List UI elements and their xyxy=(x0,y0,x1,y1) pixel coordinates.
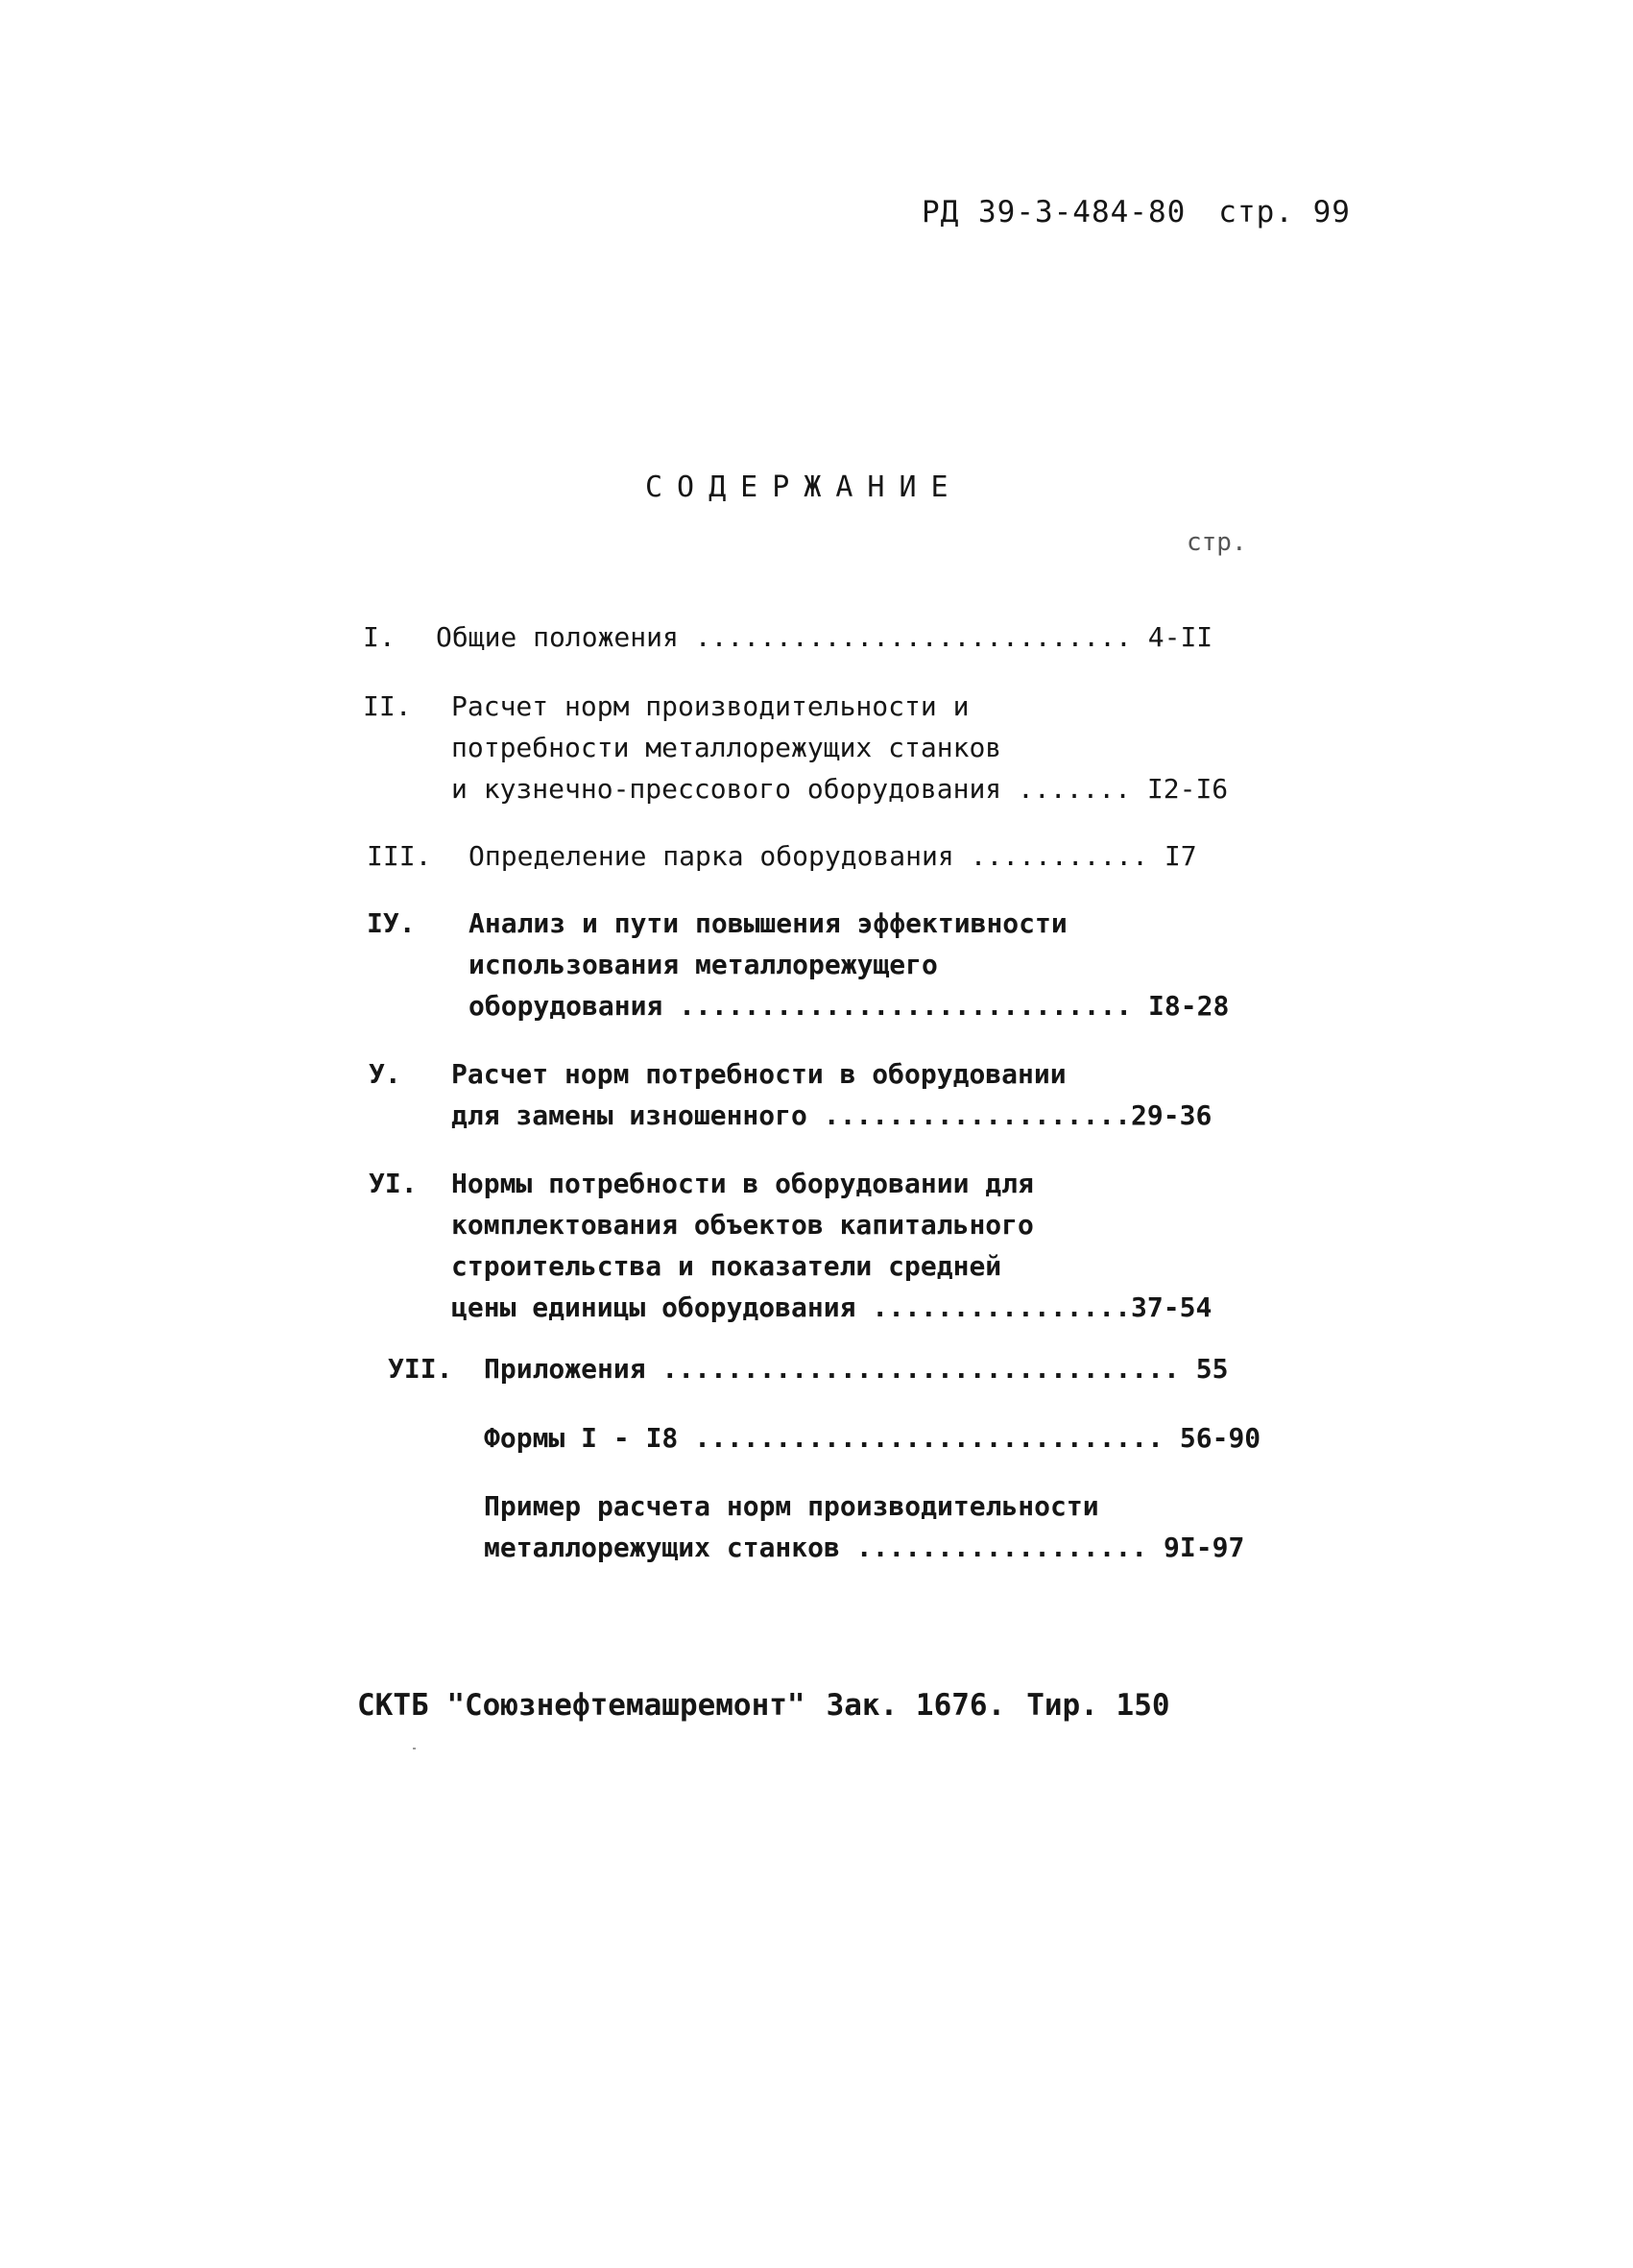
toc-line: комплектования объектов капитального xyxy=(451,1209,1034,1241)
toc-line: Расчет норм потребности в оборудовании xyxy=(451,1058,1067,1090)
toc-line: Определение парка оборудования ........... I7 xyxy=(468,840,1197,872)
doc-code: РД 39-3-484-80 xyxy=(922,195,1187,229)
order-number: Зак. 1676. xyxy=(826,1688,1006,1723)
toc-number: УI. xyxy=(369,1168,418,1199)
page-column-label: стр. xyxy=(1187,528,1247,557)
toc-line: для замены изношенного ...................29-36 xyxy=(451,1099,1213,1131)
toc-line: использования металлорежущего xyxy=(468,949,938,980)
toc-line: и кузнечно-прессового оборудования ....... I2-I6 xyxy=(451,773,1229,805)
toc-line: цены единицы оборудования ................37-54 xyxy=(451,1291,1213,1323)
toc-line: металлорежущих станков .................. 9I-97 xyxy=(484,1532,1245,1563)
toc-line: Пример расчета норм производительности xyxy=(484,1490,1099,1522)
toc-line: Нормы потребности в оборудовании для xyxy=(451,1168,1034,1199)
print-run: Тир. 150 xyxy=(1026,1688,1170,1723)
toc-line: Расчет норм производительности и xyxy=(451,690,970,722)
toc-text xyxy=(436,616,1213,658)
toc-text xyxy=(484,1485,1244,1568)
toc-number: УII. xyxy=(388,1353,453,1385)
toc-number: II. xyxy=(363,690,412,722)
publisher: СКТБ "Союзнефтемашремонт" xyxy=(357,1688,805,1723)
toc-line: потребности металлорежущих станков xyxy=(451,732,1002,763)
toc-number: У. xyxy=(369,1058,401,1090)
toc-line: оборудования ............................ I8-28 xyxy=(468,990,1230,1022)
toc-text xyxy=(468,903,1229,1026)
toc-line: Анализ и пути повышения эффективности xyxy=(468,907,1068,939)
toc-number: III. xyxy=(367,840,432,872)
toc-line: строительства и показатели средней xyxy=(451,1250,1002,1282)
toc-line: Приложения ................................ 55 xyxy=(484,1353,1229,1385)
page-title: СОДЕРЖАНИЕ xyxy=(645,470,963,504)
toc-text xyxy=(451,1053,1212,1136)
toc-line: Формы I - I8 ............................. 56-90 xyxy=(484,1422,1261,1454)
toc-line: Общие положения ........................... 4-II xyxy=(436,621,1213,653)
page-header xyxy=(922,195,1351,229)
page-number: стр. 99 xyxy=(1218,195,1351,229)
imprint-footer xyxy=(357,1688,1170,1723)
scan-speck xyxy=(413,1748,416,1749)
toc-text xyxy=(451,686,1228,809)
toc-text xyxy=(468,835,1197,877)
toc-text xyxy=(484,1417,1261,1459)
toc-number: I. xyxy=(363,621,396,653)
toc-number: IУ. xyxy=(367,907,416,939)
toc-text xyxy=(484,1348,1228,1389)
toc-text xyxy=(451,1163,1212,1328)
